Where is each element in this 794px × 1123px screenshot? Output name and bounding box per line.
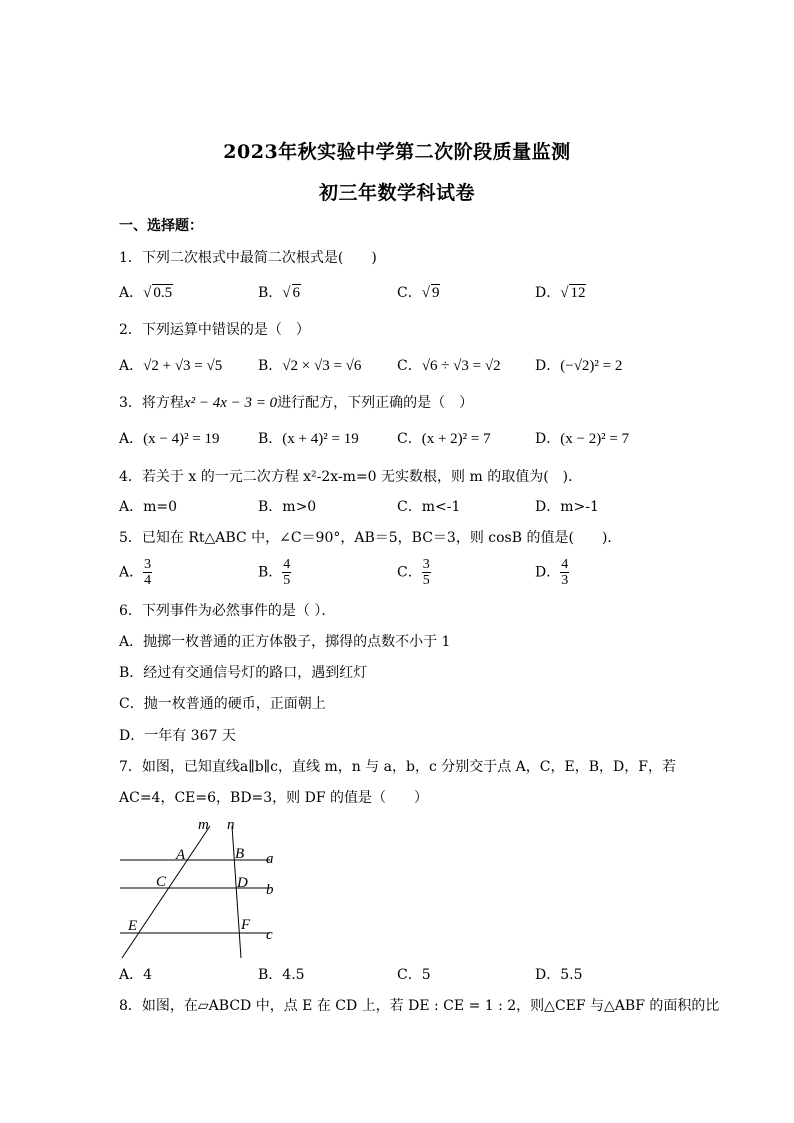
q3-option-c-expr: (x + 2)² = 7 xyxy=(421,431,491,447)
q2-option-a xyxy=(119,356,222,376)
question-3-stem xyxy=(119,393,473,413)
label-b: b xyxy=(266,882,274,898)
q5-a-denominator: 4 xyxy=(144,573,152,588)
question-4-stem: 4．若关于 x 的一元二次方程 x²-2x-m=0 无实数根，则 m 的取值为( )． xyxy=(119,469,583,485)
q3-option-c-label: C． xyxy=(397,431,422,447)
q3-option-d xyxy=(535,429,629,449)
q7-parallel-lines-figure xyxy=(110,812,300,962)
q5-option-c-label: C． xyxy=(397,564,422,581)
line-m xyxy=(122,826,210,958)
q3-option-b-label: B． xyxy=(258,431,283,447)
q1-option-b-label: B． xyxy=(258,285,283,301)
label-n: n xyxy=(227,817,235,833)
q7-option-b: B．4.5 xyxy=(258,967,305,983)
label-B: B xyxy=(235,846,245,862)
q3-option-d-label: D． xyxy=(535,431,561,447)
q3-option-a-expr: (x − 4)² = 19 xyxy=(143,431,220,447)
q5-option-b-label: B． xyxy=(258,564,283,581)
label-A: A xyxy=(176,847,186,863)
label-D: D xyxy=(237,875,248,891)
label-E: E xyxy=(128,918,138,934)
q2-option-b xyxy=(258,356,361,376)
q5-c-denominator: 5 xyxy=(422,573,430,588)
q3-option-b xyxy=(258,429,359,449)
q5-d-denominator: 3 xyxy=(561,573,569,588)
q4-option-d: D．m>-1 xyxy=(535,499,599,515)
q3-option-c xyxy=(397,429,491,449)
exam-title: 2023年秋实验中学第二次阶段质量监测 xyxy=(223,141,571,163)
q1-option-c: C．√ 9 xyxy=(397,285,440,301)
q3-stem-post: 进行配方，下列正确的是（ ） xyxy=(277,395,474,411)
q5-option-d-label: D． xyxy=(535,564,561,581)
q5-d-numerator: 4 xyxy=(561,557,569,572)
question-5-stem: 5．已知在 Rt△ABC 中，∠C＝90°，AB＝5，BC＝3，则 cosB 的值是( )． xyxy=(119,530,622,546)
q2-option-b-expr: √2 × √3 = √6 xyxy=(282,358,362,374)
q5-option-c-fraction xyxy=(422,557,431,588)
q5-option-b xyxy=(258,557,291,588)
exam-subtitle: 初三年数学科试卷 xyxy=(318,182,475,204)
q7-option-c: C．5 xyxy=(397,967,431,983)
question-1-stem: 1．下列二次根式中最简二次根式是( ) xyxy=(119,250,377,266)
q2-option-c xyxy=(397,356,501,376)
q2-option-c-expr: √6 ÷ √3 = √2 xyxy=(421,358,501,374)
q5-b-denominator: 5 xyxy=(283,573,291,588)
q5-a-numerator: 3 xyxy=(144,557,152,572)
q6-option-a: A．抛掷一枚普通的正方体骰子，掷得的点数不小于 1 xyxy=(119,634,451,650)
question-8-stem: 8．如图，在▱ABCD 中，点 E 在 CD 上，若 DE : CE = 1 : 2，则△CEF 与△ABF 的面积的比 xyxy=(119,998,720,1014)
q5-b-numerator: 4 xyxy=(283,557,291,572)
q3-option-d-expr: (x − 2)² = 7 xyxy=(560,431,630,447)
question-6-stem: 6．下列事件为必然事件的是（ ）． xyxy=(119,603,336,619)
q1-option-b: B．√ 6 xyxy=(258,285,301,301)
q5-option-d-fraction xyxy=(560,557,569,588)
q7-option-d: D．5.5 xyxy=(535,967,583,983)
q3-option-a xyxy=(119,429,220,449)
section-heading: 一、选择题： xyxy=(119,218,203,234)
q5-option-a-label: A． xyxy=(119,564,144,581)
question-2-stem: 2．下列运算中错误的是（ ） xyxy=(119,322,310,338)
q1-option-c-value: 9 xyxy=(431,285,440,301)
q2-option-d-expr: (−√2)² = 2 xyxy=(560,358,623,374)
q2-option-a-expr: √2 + √3 = √5 xyxy=(143,358,223,374)
q4-option-a: A．m=0 xyxy=(119,499,178,515)
q5-option-c xyxy=(397,557,431,588)
q6-option-d: D．一年有 367 天 xyxy=(119,728,236,744)
q1-option-c-label: C． xyxy=(397,285,422,301)
label-a: a xyxy=(266,851,274,867)
q7-option-a: A．4 xyxy=(119,967,153,983)
q1-option-d-value: 12 xyxy=(570,285,586,301)
q5-option-d xyxy=(535,557,569,588)
q3-option-b-expr: (x + 4)² = 19 xyxy=(282,431,359,447)
q6-option-b: B．经过有交通信号灯的路口，遇到红灯 xyxy=(119,665,368,681)
q3-equation: x² − 4x − 3 = 0 xyxy=(183,395,278,411)
q5-option-a xyxy=(119,557,152,588)
q3-stem-pre: 3．将方程 xyxy=(119,395,184,411)
q2-option-c-label: C． xyxy=(397,358,422,374)
q2-option-a-label: A． xyxy=(119,358,144,374)
q1-option-b-value: 6 xyxy=(292,285,301,301)
q3-option-a-label: A． xyxy=(119,431,144,447)
question-7-stem-line2: AC=4，CE=6，BD=3，则 DF 的值是（ ） xyxy=(119,790,429,806)
q5-option-b-fraction xyxy=(282,557,291,588)
q1-option-d-label: D． xyxy=(535,285,561,301)
q6-option-c: C．抛一枚普通的硬币，正面朝上 xyxy=(119,696,326,712)
label-c: c xyxy=(266,927,273,943)
q1-option-d: D．√ 12 xyxy=(535,285,586,301)
q1-option-a-label: A． xyxy=(119,285,144,301)
q5-c-numerator: 3 xyxy=(422,557,430,572)
q2-option-d-label: D． xyxy=(535,358,561,374)
label-m: m xyxy=(198,817,209,833)
label-F: F xyxy=(241,917,251,933)
q1-option-a: A．√ 0.5 xyxy=(119,285,173,301)
q5-option-a-fraction xyxy=(143,557,152,588)
label-C: C xyxy=(156,874,167,890)
q4-option-b: B．m>0 xyxy=(258,499,317,515)
q2-option-b-label: B． xyxy=(258,358,283,374)
question-7-stem-line1: 7．如图，已知直线a∥b∥c，直线 m，n 与 a，b，c 分别交于点 A，C，E，B，D，F，若 xyxy=(119,759,676,775)
q2-option-d xyxy=(535,356,622,376)
q1-option-a-value: 0.5 xyxy=(153,285,173,301)
q4-option-c: C．m<-1 xyxy=(397,499,461,515)
